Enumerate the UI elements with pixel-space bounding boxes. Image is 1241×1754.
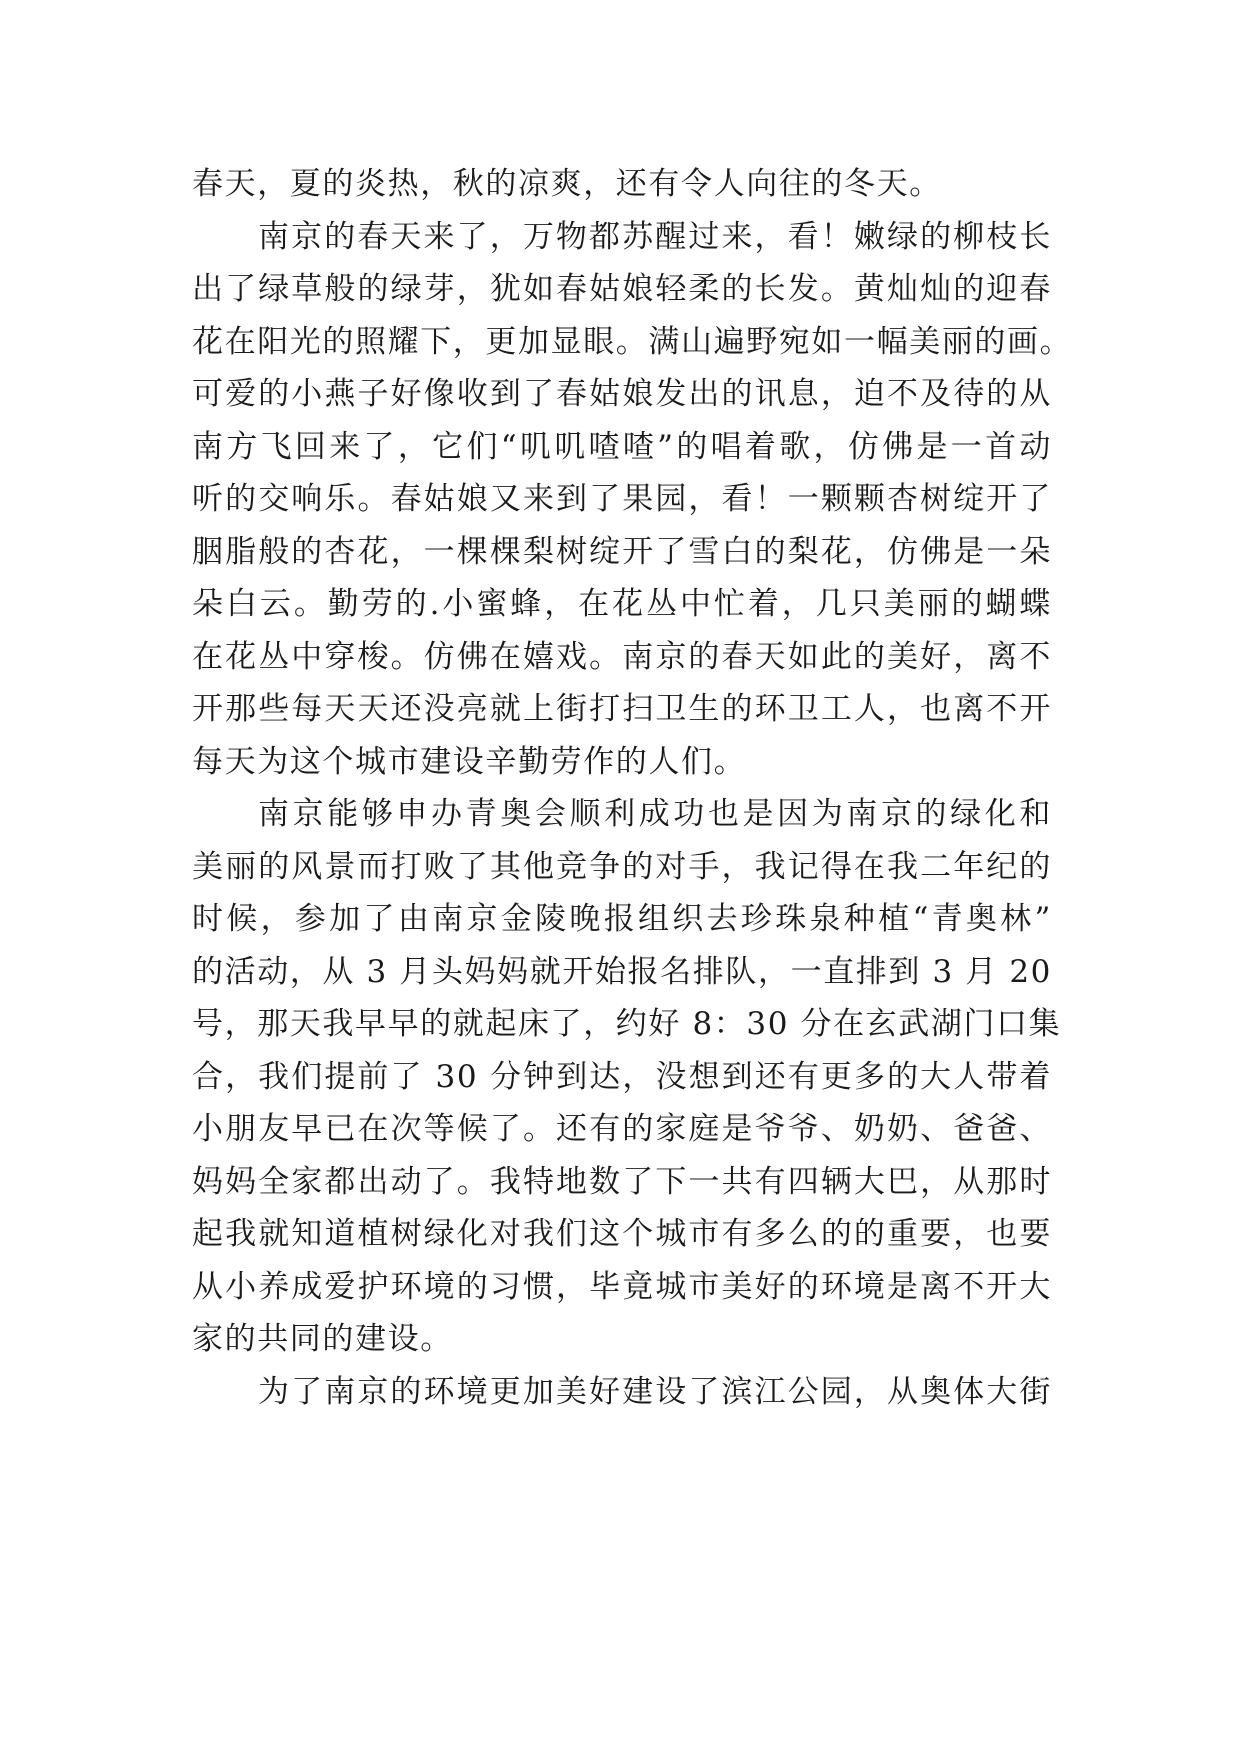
text-line: 每天为这个城市建设辛勤劳作的人们。 — [192, 743, 747, 780]
paragraph — [192, 788, 1062, 1366]
text-line: 起我就知道植树绿化对我们这个城市有多么的的重要，也要 — [192, 1216, 1052, 1252]
text-line: 南京的春天来了，万物都苏醒过来，看！嫩绿的柳枝长 — [258, 218, 1052, 255]
text-line: 从小养成爱护环境的习惯，毕竟城市美好的环境是离不开大 — [192, 1268, 1052, 1305]
text-line: 小朋友早已在次等候了。还有的家庭是爷爷、奶奶、爸爸、 — [192, 1111, 1052, 1147]
text-line: 美丽的风景而打败了其他竞争的对手，我记得在我二年纪的 — [192, 848, 1052, 885]
text-line: 出了绿草般的绿芽，犹如春姑娘轻柔的长发。黄灿灿的迎春 — [192, 271, 1052, 307]
text-line: 南京能够申办青奥会顺利成功也是因为南京的绿化和 — [258, 796, 1052, 832]
document-body — [192, 158, 1073, 1418]
paragraph — [192, 211, 1073, 789]
text-line: 家的共同的建设。 — [192, 1321, 453, 1357]
text-line: 合，我们提前了 30 分钟到达，没想到还有更多的大人带着 — [192, 1058, 1052, 1095]
text-line: 妈妈全家都出动了。我特地数了下一共有四辆大巴，从那时 — [192, 1163, 1052, 1200]
text-line: 可爱的小燕子好像收到了春姑娘发出的讯息，迫不及待的从 — [192, 376, 1052, 412]
text-line: 的活动，从 3 月头妈妈就开始报名排队，一直排到 3 月 20 — [192, 953, 1052, 990]
text-line: 胭脂般的杏花，一棵棵梨树绽开了雪白的梨花，仿佛是一朵 — [192, 533, 1052, 570]
text-line: 朵白云。勤劳的.小蜜蜂，在花丛中忙着，几只美丽的蝴蝶 — [192, 586, 1052, 622]
text-line: 花在阳光的照耀下，更加显眼。满山遍野宛如一幅美丽的画。 — [192, 323, 1073, 360]
paragraph — [192, 1366, 1052, 1419]
text-line: 听的交响乐。春姑娘又来到了果园，看！一颗颗杏树绽开了 — [192, 481, 1052, 517]
text-line: 开那些每天天还没亮就上街打扫卫生的环卫工人，也离不开 — [192, 691, 1052, 727]
paragraph — [192, 158, 1052, 211]
text-line: 为了南京的环境更加美好建设了滨江公园，从奥体大街 — [258, 1373, 1052, 1410]
text-line: 南方飞回来了，它们“叽叽喳喳”的唱着歌，仿佛是一首动 — [192, 428, 1052, 465]
text-line: 时候，参加了由南京金陵晚报组织去珍珠泉种植“青奥林” — [192, 901, 1052, 937]
text-line: 号，那天我早早的就起床了，约好 8：30 分在玄武湖门口集 — [192, 1006, 1062, 1042]
text-line: 在花丛中穿梭。仿佛在嬉戏。南京的春天如此的美好，离不 — [192, 638, 1052, 675]
text-line: 春天，夏的炎热，秋的凉爽，还有令人向往的冬天。 — [192, 166, 942, 202]
